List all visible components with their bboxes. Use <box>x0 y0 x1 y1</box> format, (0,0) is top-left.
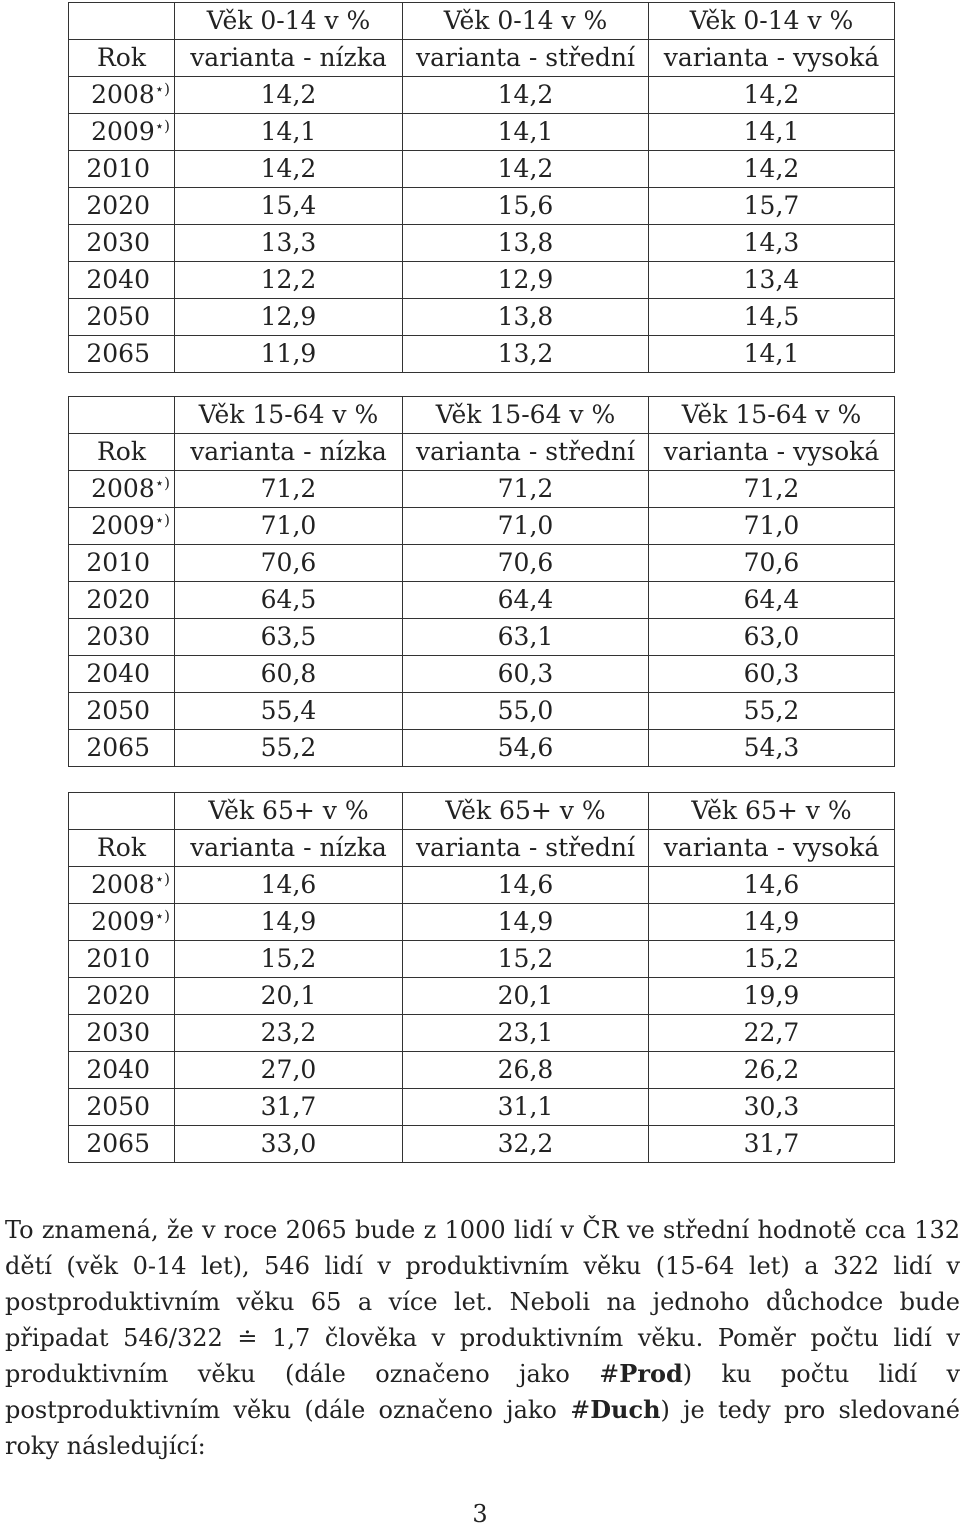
table-row <box>69 471 895 508</box>
table-row <box>69 619 895 656</box>
value-cell: 12,9 <box>403 262 649 299</box>
value-cell: 11,9 <box>175 336 403 373</box>
value-cell: 14,5 <box>649 299 895 336</box>
year-value: 2040 <box>86 265 150 294</box>
value-cell: 31,7 <box>175 1089 403 1126</box>
column-header: Věk 15-64 v % <box>175 397 403 434</box>
value-cell: 23,1 <box>403 1015 649 1052</box>
row-label-rok: Rok <box>69 830 175 867</box>
year-cell <box>69 941 175 978</box>
table-row <box>69 1126 895 1163</box>
year-value: 2010 <box>86 548 150 577</box>
table-row <box>69 941 895 978</box>
table-age-0-14 <box>68 2 895 373</box>
year-value: 2065 <box>86 733 150 762</box>
value-cell: 71,0 <box>403 508 649 545</box>
value-cell: 14,9 <box>175 904 403 941</box>
variant-header: varianta - střední <box>403 830 649 867</box>
footnote-mark: ⋆) <box>154 474 170 492</box>
value-cell: 60,8 <box>175 656 403 693</box>
value-cell: 14,2 <box>649 151 895 188</box>
table-row <box>69 225 895 262</box>
year-cell <box>69 582 175 619</box>
value-cell: 20,1 <box>403 978 649 1015</box>
value-cell: 14,2 <box>403 151 649 188</box>
column-header: Věk 15-64 v % <box>403 397 649 434</box>
column-header: Věk 65+ v % <box>403 793 649 830</box>
year-cell <box>69 619 175 656</box>
value-cell: 55,4 <box>175 693 403 730</box>
value-cell: 13,8 <box>403 299 649 336</box>
year-value: 2020 <box>86 191 150 220</box>
table-row <box>69 77 895 114</box>
body-paragraph <box>5 1212 960 1464</box>
year-value: 2010 <box>86 944 150 973</box>
value-cell: 14,1 <box>649 336 895 373</box>
value-cell: 15,2 <box>649 941 895 978</box>
value-cell: 26,2 <box>649 1052 895 1089</box>
table-row <box>69 336 895 373</box>
value-cell: 13,4 <box>649 262 895 299</box>
header-row <box>69 3 895 40</box>
column-header: Věk 0-14 v % <box>649 3 895 40</box>
value-cell: 14,1 <box>175 114 403 151</box>
value-cell: 14,6 <box>403 867 649 904</box>
value-cell: 14,6 <box>649 867 895 904</box>
row-label-rok: Rok <box>69 434 175 471</box>
value-cell: 70,6 <box>175 545 403 582</box>
year-value: 2050 <box>86 1092 150 1121</box>
column-header: Věk 65+ v % <box>175 793 403 830</box>
variant-header: varianta - nízka <box>175 830 403 867</box>
duch-label: Duch <box>590 1395 661 1424</box>
year-cell <box>69 1015 175 1052</box>
year-cell <box>69 114 175 151</box>
year-cell <box>69 299 175 336</box>
value-cell: 64,5 <box>175 582 403 619</box>
value-cell: 14,1 <box>403 114 649 151</box>
value-cell: 22,7 <box>649 1015 895 1052</box>
variant-row <box>69 830 895 867</box>
value-cell: 71,0 <box>175 508 403 545</box>
year-value: 2040 <box>86 659 150 688</box>
footnote-mark: ⋆) <box>154 907 170 925</box>
year-cell <box>69 151 175 188</box>
variant-header: varianta - nízka <box>175 434 403 471</box>
variant-header: varianta - nízka <box>175 40 403 77</box>
table-row <box>69 904 895 941</box>
footnote-mark: ⋆) <box>154 80 170 98</box>
prod-label: Prod <box>619 1359 683 1388</box>
table-row <box>69 188 895 225</box>
paragraph-text-1: To znamená, že v roce 2065 bude z 1000 lidí v ČR ve střední hodnotě cca 132 dětí (věk 0-14 let), 546 lidí v produktivním věku (15-64 let) a 322 lidí v postproduktivním věku 65 a více let. Neboli na jednoho důchodce bude připadat 546/322 ≐ 1,7 člověka v produktivním věku. Poměr počtu lidí v produktivním věku (dále označeno jako # <box>5 1216 960 1388</box>
table-row <box>69 693 895 730</box>
value-cell: 14,1 <box>649 114 895 151</box>
value-cell: 14,9 <box>403 904 649 941</box>
year-cell <box>69 188 175 225</box>
value-cell: 55,2 <box>649 693 895 730</box>
year-value: 2020 <box>86 585 150 614</box>
year-cell <box>69 336 175 373</box>
paragraph-text-3: ) je tedy pro sledované roky následující: <box>5 1396 960 1460</box>
value-cell: 27,0 <box>175 1052 403 1089</box>
value-cell: 13,3 <box>175 225 403 262</box>
value-cell: 64,4 <box>403 582 649 619</box>
year-cell <box>69 656 175 693</box>
value-cell: 55,2 <box>175 730 403 767</box>
table-row <box>69 508 895 545</box>
year-cell <box>69 225 175 262</box>
value-cell: 33,0 <box>175 1126 403 1163</box>
variant-header: varianta - střední <box>403 40 649 77</box>
variant-header: varianta - vysoká <box>649 40 895 77</box>
year-value: 2050 <box>86 696 150 725</box>
footnote-mark: ⋆) <box>154 870 170 888</box>
table-row <box>69 730 895 767</box>
footnote-mark: ⋆) <box>154 117 170 135</box>
variant-row <box>69 434 895 471</box>
year-value: 2009 <box>91 117 155 146</box>
value-cell: 63,0 <box>649 619 895 656</box>
corner-cell <box>69 397 175 434</box>
column-header: Věk 15-64 v % <box>649 397 895 434</box>
value-cell: 14,3 <box>649 225 895 262</box>
year-cell <box>69 77 175 114</box>
value-cell: 19,9 <box>649 978 895 1015</box>
year-cell <box>69 471 175 508</box>
value-cell: 70,6 <box>403 545 649 582</box>
variant-header: varianta - vysoká <box>649 434 895 471</box>
value-cell: 14,2 <box>175 151 403 188</box>
year-value: 2030 <box>86 1018 150 1047</box>
value-cell: 15,4 <box>175 188 403 225</box>
column-header: Věk 65+ v % <box>649 793 895 830</box>
value-cell: 15,6 <box>403 188 649 225</box>
value-cell: 26,8 <box>403 1052 649 1089</box>
variant-header: varianta - střední <box>403 434 649 471</box>
year-cell <box>69 867 175 904</box>
table-row <box>69 1089 895 1126</box>
footnote-mark: ⋆) <box>154 511 170 529</box>
value-cell: 60,3 <box>403 656 649 693</box>
variant-row <box>69 40 895 77</box>
value-cell: 14,2 <box>403 77 649 114</box>
value-cell: 31,7 <box>649 1126 895 1163</box>
value-cell: 15,2 <box>403 941 649 978</box>
value-cell: 14,6 <box>175 867 403 904</box>
value-cell: 14,2 <box>175 77 403 114</box>
value-cell: 60,3 <box>649 656 895 693</box>
table-row <box>69 151 895 188</box>
year-value: 2009 <box>91 511 155 540</box>
year-cell <box>69 978 175 1015</box>
value-cell: 32,2 <box>403 1126 649 1163</box>
table-row <box>69 582 895 619</box>
table-row <box>69 299 895 336</box>
table-row <box>69 1015 895 1052</box>
table-age-15-64 <box>68 396 895 767</box>
year-value: 2065 <box>86 1129 150 1158</box>
value-cell: 30,3 <box>649 1089 895 1126</box>
year-cell <box>69 508 175 545</box>
value-cell: 71,2 <box>175 471 403 508</box>
value-cell: 14,9 <box>649 904 895 941</box>
value-cell: 12,2 <box>175 262 403 299</box>
year-cell <box>69 730 175 767</box>
year-value: 2050 <box>86 302 150 331</box>
year-value: 2065 <box>86 339 150 368</box>
value-cell: 54,3 <box>649 730 895 767</box>
row-label-rok: Rok <box>69 40 175 77</box>
value-cell: 12,9 <box>175 299 403 336</box>
table-row <box>69 867 895 904</box>
value-cell: 54,6 <box>403 730 649 767</box>
year-cell <box>69 693 175 730</box>
value-cell: 14,2 <box>649 77 895 114</box>
value-cell: 13,8 <box>403 225 649 262</box>
page-number: 3 <box>472 1500 488 1528</box>
header-row <box>69 793 895 830</box>
year-value: 2030 <box>86 228 150 257</box>
year-value: 2040 <box>86 1055 150 1084</box>
value-cell: 71,2 <box>649 471 895 508</box>
year-value: 2020 <box>86 981 150 1010</box>
value-cell: 63,5 <box>175 619 403 656</box>
value-cell: 71,2 <box>403 471 649 508</box>
table-row <box>69 1052 895 1089</box>
value-cell: 15,7 <box>649 188 895 225</box>
value-cell: 71,0 <box>649 508 895 545</box>
value-cell: 70,6 <box>649 545 895 582</box>
table-age-65-plus <box>68 792 895 1163</box>
value-cell: 15,2 <box>175 941 403 978</box>
value-cell: 31,1 <box>403 1089 649 1126</box>
column-header: Věk 0-14 v % <box>403 3 649 40</box>
year-cell <box>69 545 175 582</box>
year-cell <box>69 1126 175 1163</box>
table-row <box>69 262 895 299</box>
variant-header: varianta - vysoká <box>649 830 895 867</box>
year-cell <box>69 1052 175 1089</box>
value-cell: 23,2 <box>175 1015 403 1052</box>
year-cell <box>69 1089 175 1126</box>
year-value: 2008 <box>91 80 155 109</box>
year-value: 2010 <box>86 154 150 183</box>
year-value: 2030 <box>86 622 150 651</box>
year-value: 2008 <box>91 474 155 503</box>
table-row <box>69 114 895 151</box>
corner-cell <box>69 3 175 40</box>
table-row <box>69 545 895 582</box>
year-value: 2009 <box>91 907 155 936</box>
column-header: Věk 0-14 v % <box>175 3 403 40</box>
year-cell <box>69 262 175 299</box>
table-row <box>69 978 895 1015</box>
value-cell: 20,1 <box>175 978 403 1015</box>
header-row <box>69 397 895 434</box>
corner-cell <box>69 793 175 830</box>
value-cell: 63,1 <box>403 619 649 656</box>
paragraph-text-2: ) ku počtu lidí v postproduktivním věku (dále označeno jako # <box>5 1360 960 1424</box>
value-cell: 13,2 <box>403 336 649 373</box>
value-cell: 64,4 <box>649 582 895 619</box>
value-cell: 55,0 <box>403 693 649 730</box>
year-value: 2008 <box>91 870 155 899</box>
table-row <box>69 656 895 693</box>
year-cell <box>69 904 175 941</box>
